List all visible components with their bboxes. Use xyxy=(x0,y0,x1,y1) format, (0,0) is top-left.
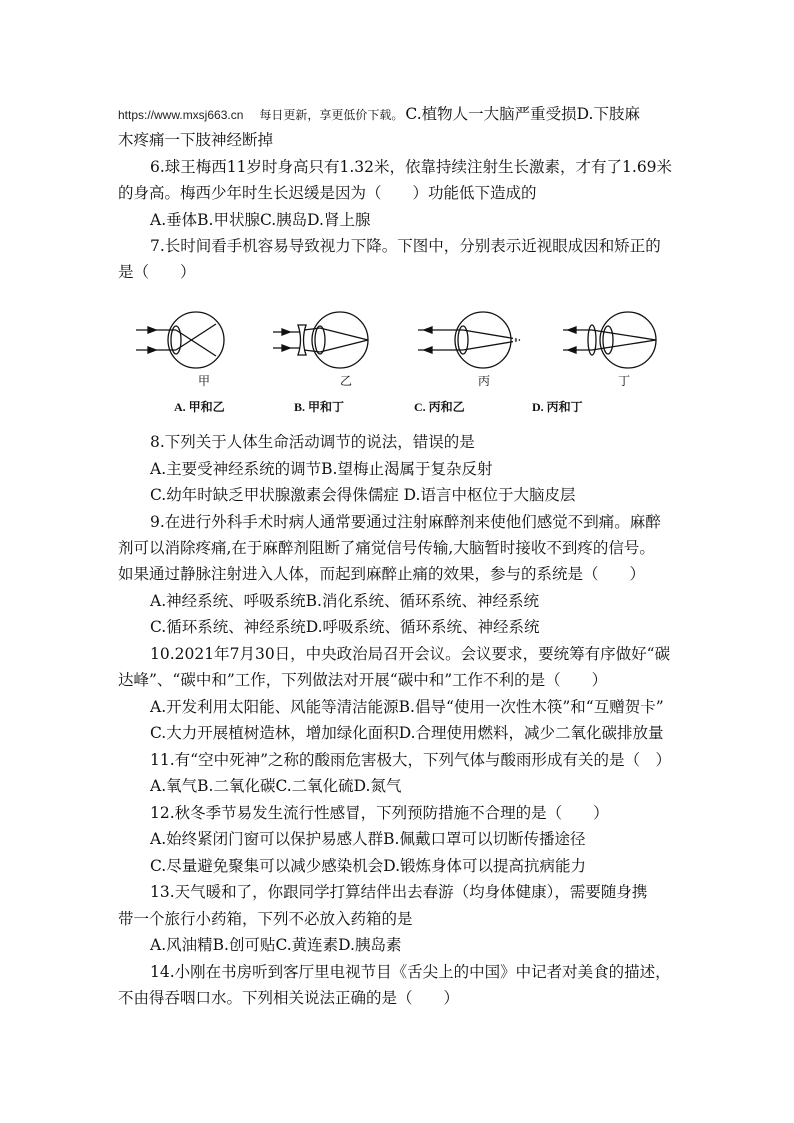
q7-option-b: B. 甲和丁 xyxy=(294,400,345,414)
q9-options-1: A.神经系统、呼吸系统B.消化系统、循环系统、神经系统 xyxy=(150,592,539,610)
q10-stem-2: 达峰”、“碳中和”工作，下列做法对开展“碳中和”工作不利的是（ ） xyxy=(118,671,608,689)
q14-stem-2: 不由得吞咽口水。下列相关说法正确的是（ ） xyxy=(118,989,460,1007)
q6-stem-1: 6.球王梅西11岁时身高只有1.32米，依靠持续注射生长激素，才有了1.69米 xyxy=(150,158,673,176)
site-url[interactable]: https://www.mxsj663.cn xyxy=(118,108,244,122)
q7-option-d: D. 丙和丁 xyxy=(532,400,583,414)
q6-options: A.垂体B.甲状腺C.胰岛D.肾上腺 xyxy=(150,211,371,229)
q6-stem-2: 的身高。梅西少年时生长迟缓是因为（ ）功能低下造成的 xyxy=(118,184,537,202)
q12-options-2: C.尽量避免聚集可以减少感染机会D.锻炼身体可以提高抗病能力 xyxy=(150,857,587,875)
q12-stem: 12.秋冬季节易发生流行性感冒，下列预防措施不合理的是（ ） xyxy=(150,804,609,822)
q8-options-2: C.幼年时缺乏甲状腺激素会得侏儒症 D.语言中枢位于大脑皮层 xyxy=(150,486,576,504)
q8-options-1: A.主要受神经系统的调节B.望梅止渴属于复杂反射 xyxy=(150,460,493,478)
q11-stem: 11.有“空中死神”之称的酸雨危害极大，下列气体与酸雨形成有关的是（ ） xyxy=(150,751,672,769)
q13-stem-2: 带一个旅行小药箱，下列不必放入药箱的是 xyxy=(118,910,413,928)
q13-stem-1: 13.天气暖和了，你跟同学打算结伴出去春游（均身体健康），需要随身携 xyxy=(150,883,648,901)
q7-stem-1: 7.长时间看手机容易导致视力下降。下图中，分别表示近视眼成因和矫正的 xyxy=(150,237,661,255)
eye-yi xyxy=(273,312,368,368)
q9-stem-3: 如果通过静脉注射进入人体，而起到麻醉止痛的效果，参与的系统是（ ） xyxy=(118,565,646,583)
eye-jia xyxy=(136,312,224,368)
header-line xyxy=(0,104,794,125)
q10-stem-1: 10.2021年7月30日，中央政治局召开会议。会议要求，要统筹有序做好“碳 xyxy=(150,645,671,663)
label-ding: 丁 xyxy=(618,374,631,388)
q9-stem-2: 剂可以消除疼痛,在于麻醉剂阻断了痛觉信号传输,大脑暂时接收不到疼的信号。 xyxy=(118,539,655,557)
label-bing: 丙 xyxy=(478,374,491,388)
eye-diagram xyxy=(118,290,678,420)
label-jia: 甲 xyxy=(198,374,211,388)
q5-options-tail: C.植物人一大脑严重受损D.下肢麻 xyxy=(405,105,640,123)
q10-options-2: C.大力开展植树造林，增加绿化面积D.合理使用燃料，减少二氧化碳排放量 xyxy=(150,724,664,742)
q9-stem-1: 9.在进行外科手术时病人通常要通过注射麻醉剂来使他们感觉不到痛。麻醉 xyxy=(150,513,661,531)
label-yi: 乙 xyxy=(340,374,353,388)
q7-option-a: A. 甲和乙 xyxy=(174,400,225,414)
q10-options-1: A.开发利用太阳能、风能等清洁能源B.倡导“使用一次性木筷”和“互赠贺卡” xyxy=(150,698,664,716)
eye-bing xyxy=(418,312,520,368)
q7-option-c: C. 丙和乙 xyxy=(414,400,465,414)
q12-options-1: A.始终紧闭门窗可以保护易感人群B.佩戴口罩可以切断传播途径 xyxy=(150,830,586,848)
q5-options-tail-2: 木疼痛一下肢神经断掉 xyxy=(118,131,274,149)
q9-options-2: C.循环系统、神经系统D.呼吸系统、循环系统、神经系统 xyxy=(150,618,540,636)
eye-ding xyxy=(563,312,656,368)
q13-options: A.风油精B.创可贴C.黄连素D.胰岛素 xyxy=(150,936,402,954)
q14-stem-1: 14.小刚在书房听到客厅里电视节目《舌尖上的中国》中记者对美食的描述， xyxy=(150,963,671,981)
q11-options: A.氧气B.二氧化碳C.二氧化硫D.氮气 xyxy=(150,777,402,795)
download-notice: 每日更新，享更低价下载。 xyxy=(259,108,404,122)
q7-stem-2: 是（ ） xyxy=(118,263,196,281)
q8-stem: 8.下列关于人体生命活动调节的说法，错误的是 xyxy=(150,433,475,451)
